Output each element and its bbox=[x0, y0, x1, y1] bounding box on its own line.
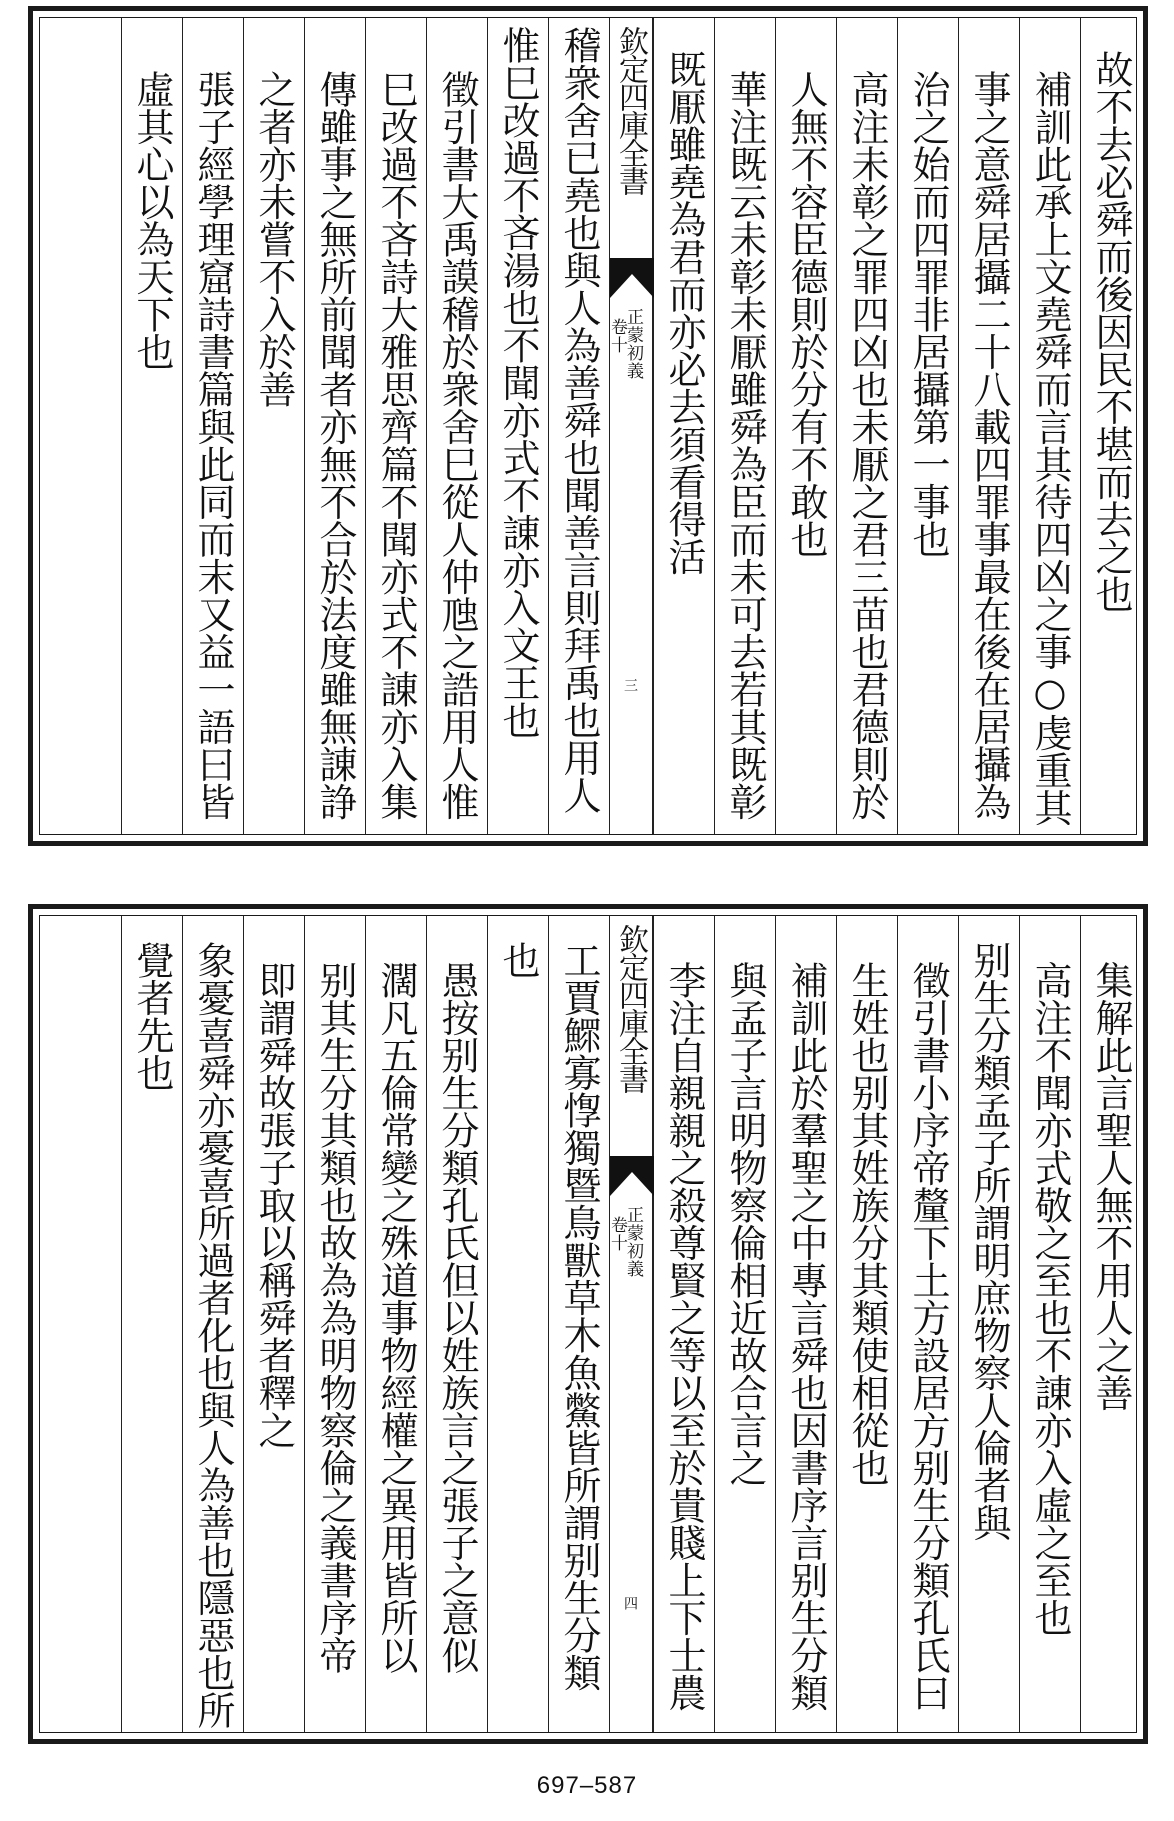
column-text: 集解此言聖人無不用人之善 bbox=[1089, 961, 1133, 1411]
column-text: 别其生分其類也故為為明物察倫之義書序帝 bbox=[313, 961, 357, 1674]
text-column bbox=[1019, 18, 1080, 834]
center-spine bbox=[609, 18, 653, 834]
fishtail-mark-icon bbox=[610, 1156, 654, 1200]
text-column bbox=[243, 916, 304, 1732]
text-column bbox=[487, 916, 548, 1732]
series-title: 欽定四庫全書 bbox=[613, 924, 648, 1092]
column-text: 惟巳改過不吝湯也不聞亦式不諌亦入文王也 bbox=[496, 26, 540, 739]
text-column bbox=[365, 916, 426, 1732]
series-title: 欽定四庫全書 bbox=[613, 26, 648, 194]
column-text: 張子經學理窟詩書篇與此同而末又益一語曰皆 bbox=[191, 70, 235, 820]
page-panel-bottom bbox=[28, 904, 1148, 1744]
column-text: 事之意舜居攝二十八載四罪事最在後在居攝為 bbox=[967, 70, 1011, 820]
text-column bbox=[365, 18, 426, 834]
book-title: 正蒙初義 bbox=[623, 308, 643, 380]
column-text: 李注自親親之殺尊賢之等以至於貴賤上下士農 bbox=[662, 961, 706, 1711]
juan-number: 卷十 bbox=[607, 1216, 627, 1252]
text-column bbox=[426, 18, 487, 834]
column-text: 補訓此於羣聖之中專言舜也因書序言别生分類 bbox=[784, 961, 828, 1711]
column-text: 既厭雖堯為君而亦必去須看得活 bbox=[662, 50, 706, 575]
text-column bbox=[121, 916, 182, 1732]
column-text: 與孟子言明物察倫相近故合言之 bbox=[723, 961, 767, 1486]
text-column bbox=[775, 916, 836, 1732]
column-text: 覺者先也 bbox=[130, 941, 174, 1091]
text-column bbox=[714, 18, 775, 834]
text-column bbox=[1080, 18, 1141, 834]
text-column bbox=[182, 18, 243, 834]
column-text: 人無不容臣德則於分有不敢也 bbox=[784, 70, 828, 558]
column-text: 高注不聞亦式敬之至也不諌亦入虛之至也 bbox=[1028, 961, 1072, 1636]
column-text: 高注未彰之罪四凶也未厭之君三苗也君德則於 bbox=[845, 70, 889, 820]
text-column bbox=[653, 916, 714, 1732]
text-column bbox=[836, 18, 897, 834]
column-text: 象憂喜舜亦憂喜所過者化也與人為善也隱惡也所 bbox=[191, 941, 235, 1729]
text-column bbox=[1080, 916, 1141, 1732]
text-column bbox=[121, 18, 182, 834]
column-text: 工賈鰥寡惸獨暨鳥獸草木魚鱉皆所謂别生分類 bbox=[557, 941, 601, 1691]
book-title: 正蒙初義 bbox=[623, 1206, 643, 1278]
archive-page-number: 697–587 bbox=[536, 1772, 638, 1799]
column-text: 濶凡五倫常變之殊道事物經權之異用皆所以 bbox=[374, 961, 418, 1674]
column-text: 故不去必舜而後因民不堪而去之也 bbox=[1089, 50, 1133, 613]
text-column bbox=[958, 18, 1019, 834]
text-column bbox=[426, 916, 487, 1732]
text-column bbox=[304, 916, 365, 1732]
text-column bbox=[182, 916, 243, 1732]
column-text: 補訓此承上文堯舜而言其待四凶之事○虔重其 bbox=[1028, 70, 1072, 826]
page-panel-top bbox=[28, 6, 1148, 846]
text-column bbox=[243, 18, 304, 834]
text-column bbox=[548, 916, 609, 1732]
text-column bbox=[714, 916, 775, 1732]
text-column bbox=[653, 18, 714, 834]
column-text: 即謂舜故張子取以稱舜者釋之 bbox=[252, 961, 296, 1449]
column-text: 治之始而四罪非居攝第一事也 bbox=[906, 70, 950, 558]
column-text: 傳雖事之無所前聞者亦無不合於法度雖無諌諍 bbox=[313, 70, 357, 820]
column-text: 也 bbox=[496, 941, 540, 979]
text-column bbox=[897, 916, 958, 1732]
juan-number: 卷十 bbox=[607, 318, 627, 354]
fishtail-mark-icon bbox=[610, 258, 654, 302]
page-frame bbox=[39, 915, 1137, 1733]
column-text: 别生分類孟子所謂明庶物察人倫者與 bbox=[967, 941, 1011, 1541]
text-column bbox=[487, 18, 548, 834]
column-text: 稽衆舍已堯也與人為善舜也聞善言則拜禹也用人 bbox=[557, 26, 601, 814]
page-frame bbox=[39, 17, 1137, 835]
column-text: 華注既云未彰未厭雖舜為臣而未可去若其既彰 bbox=[723, 70, 767, 820]
column-text: 徵引書大禹謨稽於衆舍巳從人仲虺之誥用人惟 bbox=[435, 70, 479, 820]
text-column bbox=[958, 916, 1019, 1732]
text-column bbox=[897, 18, 958, 834]
text-column bbox=[304, 18, 365, 834]
text-column bbox=[836, 916, 897, 1732]
column-text: 徵引書小序帝釐下土方設居方别生分類孔氏曰 bbox=[906, 961, 950, 1711]
text-column bbox=[1019, 916, 1080, 1732]
column-text: 之者亦未嘗不入於善 bbox=[252, 70, 296, 408]
page-number: 四 bbox=[622, 1596, 638, 1610]
center-spine bbox=[609, 916, 653, 1732]
column-text: 愚按别生分類孔氏但以姓族言之張子之意似 bbox=[435, 961, 479, 1674]
column-text: 生姓也别其姓族分其類使相從也 bbox=[845, 961, 889, 1486]
text-column bbox=[548, 18, 609, 834]
text-column bbox=[775, 18, 836, 834]
column-text: 虛其心以為天下也 bbox=[130, 70, 174, 370]
column-text: 巳改過不吝詩大雅思齊篇不聞亦式不諌亦入集 bbox=[374, 70, 418, 820]
page-number: 三 bbox=[622, 678, 638, 692]
